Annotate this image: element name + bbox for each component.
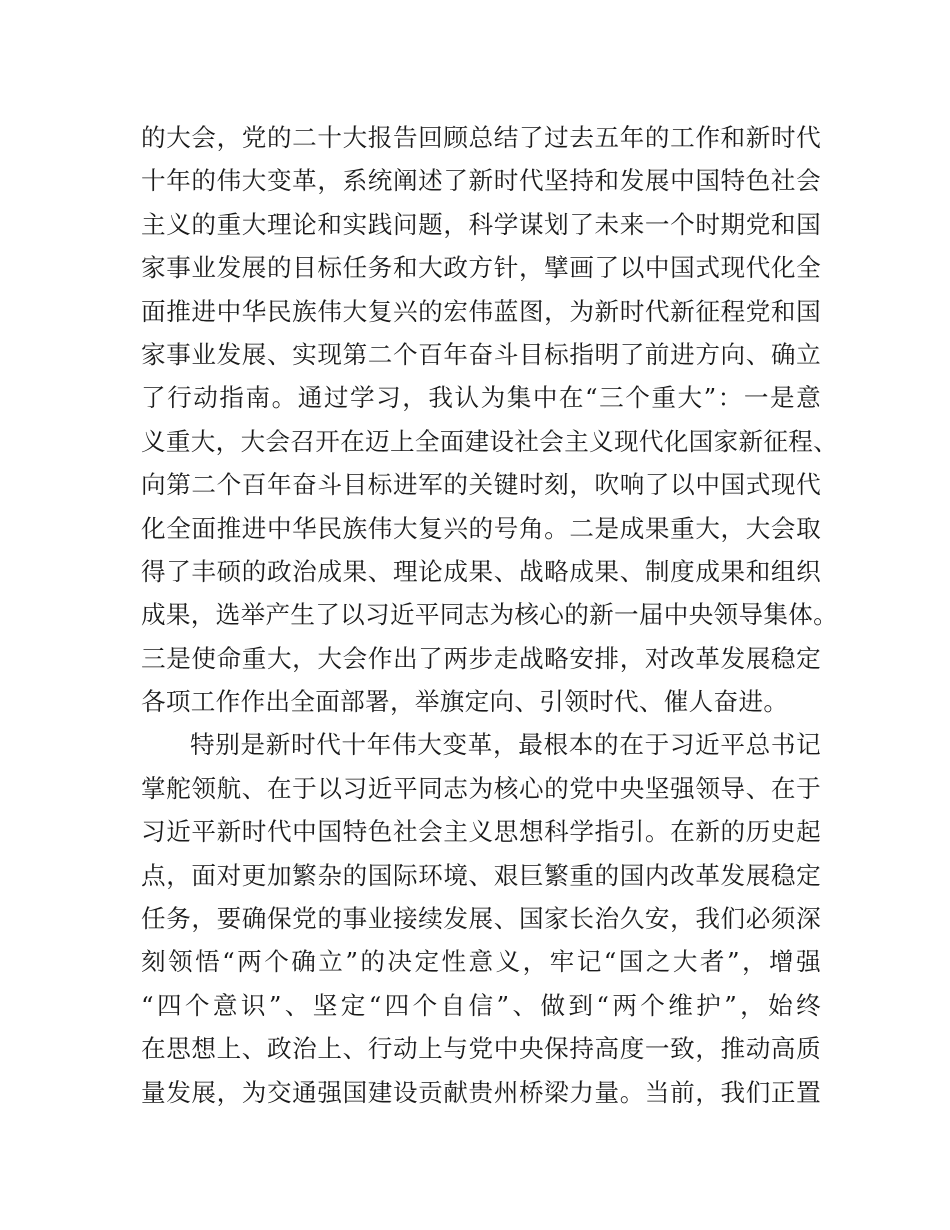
- text-line: 习近平新时代中国特色社会主义思想科学指引。在新的历史起: [141, 817, 821, 847]
- text-line: 主义的重大理论和实践问题，科学谋划了未来一个时期党和国: [141, 209, 821, 239]
- text-line: 了行动指南。通过学习，我认为集中在“三个重大”：一是意: [141, 383, 821, 413]
- paragraph-1: [141, 116, 839, 723]
- text-line: 得了丰硕的政治成果、理论成果、战略成果、制度成果和组织: [141, 556, 821, 586]
- text-line: 十年的伟大变革，系统阐述了新时代坚持和发展中国特色社会: [141, 166, 821, 196]
- text-line: 任务，要确保党的事业接续发展、国家长治久安，我们必须深: [141, 904, 821, 934]
- text-line: 家事业发展、实现第二个百年奋斗目标指明了前进方向、确立: [141, 339, 821, 369]
- text-line: 的大会，党的二十大报告回顾总结了过去五年的工作和新时代: [141, 123, 821, 152]
- text-line: 义重大，大会召开在迈上全面建设社会主义现代化国家新征程、: [141, 426, 839, 456]
- text-line: 刻领悟“两个确立”的决定性意义，牢记“国之大者”，增强: [141, 947, 821, 977]
- document-body: [141, 116, 839, 1114]
- text-line: “四个意识”、坚定“四个自信”、做到“两个维护”，始终: [141, 990, 821, 1020]
- text-line: 在思想上、政治上、行动上与党中央保持高度一致，推动高质: [141, 1034, 821, 1064]
- text-line: 三是使命重大，大会作出了两步走战略安排，对改革发展稳定: [141, 643, 821, 673]
- text-line: 点，面对更加繁杂的国际环境、艰巨繁重的国内改革发展稳定: [141, 860, 821, 890]
- text-line: 特别是新时代十年伟大变革，最根本的在于习近平总书记: [190, 730, 821, 760]
- text-line: 量发展，为交通强国建设贡献贵州桥梁力量。当前，我们正置: [141, 1077, 821, 1107]
- text-line: 家事业发展的目标任务和大政方针，擘画了以中国式现代化全: [141, 253, 821, 283]
- text-line: 掌舵领航、在于以习近平同志为核心的党中央坚强领导、在于: [141, 773, 821, 803]
- paragraph-2: [141, 723, 821, 1114]
- text-line: 成果，选举产生了以习近平同志为核心的新一届中央领导集体。: [141, 600, 839, 630]
- text-line: 化全面推进中华民族伟大复兴的号角。二是成果重大，大会取: [141, 513, 821, 543]
- text-line: 面推进中华民族伟大复兴的宏伟蓝图，为新时代新征程党和国: [141, 296, 821, 326]
- text-line: 向第二个百年奋斗目标进军的关键时刻，吹响了以中国式现代: [141, 470, 821, 500]
- text-line: 各项工作作出全面部署，举旗定向、引领时代、催人奋进。: [141, 687, 789, 717]
